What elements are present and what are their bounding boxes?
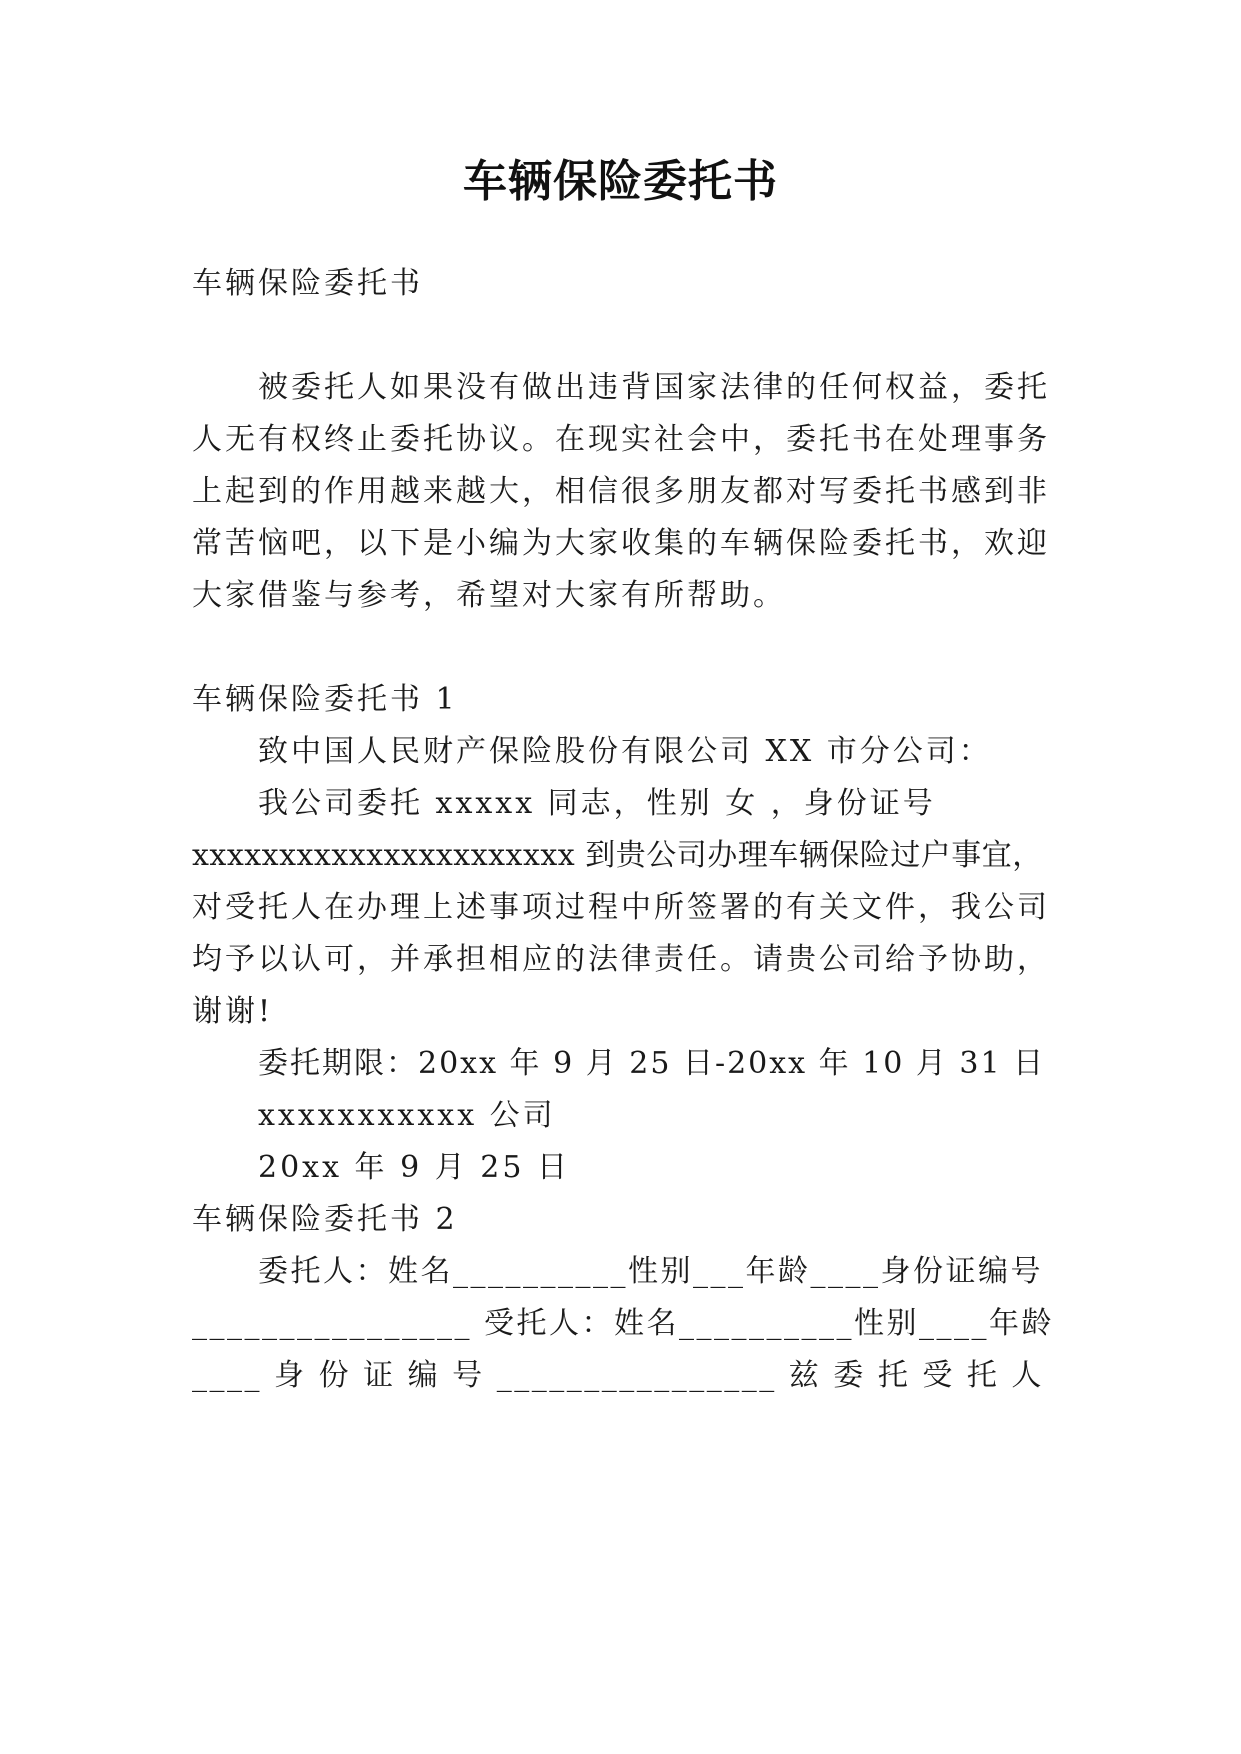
section1-body-line-1: 我公司委托 xxxxx 同志，性别 女 ，身份证号 — [258, 786, 936, 821]
section1-body-line-4: 均予以认可，并承担相应的法律责任。请贵公司给予协助， — [192, 942, 1050, 977]
section1-heading: 车辆保险委托书 1 — [192, 682, 458, 717]
section1-body-line-3: 对受托人在办理上述事项过程中所签署的有关文件，我公司 — [192, 890, 1050, 925]
section2-body-line-1: 委托人：姓名__________性别___年龄____身份证编号 — [258, 1254, 1043, 1289]
section1-body-line-2: xxxxxxxxxxxxxxxxxxxxxx 到贵公司办理车辆保险过户事宜， — [192, 838, 1043, 873]
section2-body-line-3: ____ 身 份 证 编 号 ________________ 兹 委 托 受 托 人 — [192, 1358, 1044, 1393]
intro-line-1: 被委托人如果没有做出违背国家法律的任何权益，委托 — [258, 370, 1050, 405]
section2-heading: 车辆保险委托书 2 — [192, 1202, 458, 1237]
intro-line-3: 上起到的作用越来越大，相信很多朋友都对写委托书感到非 — [192, 474, 1050, 509]
section1-period: 委托期限：20xx 年 9 月 25 日-20xx 年 10 月 31 日 — [258, 1046, 1046, 1081]
document-title: 车辆保险委托书 — [463, 156, 778, 207]
intro-line-4: 常苦恼吧，以下是小编为大家收集的车辆保险委托书，欢迎 — [192, 526, 1050, 561]
subtitle: 车辆保险委托书 — [192, 266, 423, 301]
section1-company: xxxxxxxxxxx 公司 — [258, 1098, 556, 1133]
intro-line-5: 大家借鉴与参考，希望对大家有所帮助。 — [192, 578, 786, 613]
section1-date: 20xx 年 9 月 25 日 — [258, 1150, 570, 1185]
section2-body-line-2: ________________ 受托人：姓名__________性别____年龄 — [192, 1306, 1055, 1341]
section1-addressee: 致中国人民财产保险股份有限公司 XX 市分公司： — [258, 734, 992, 769]
intro-line-2: 人无有权终止委托协议。在现实社会中，委托书在处理事务 — [192, 422, 1050, 457]
section1-body-line-5: 谢谢! — [192, 994, 274, 1029]
